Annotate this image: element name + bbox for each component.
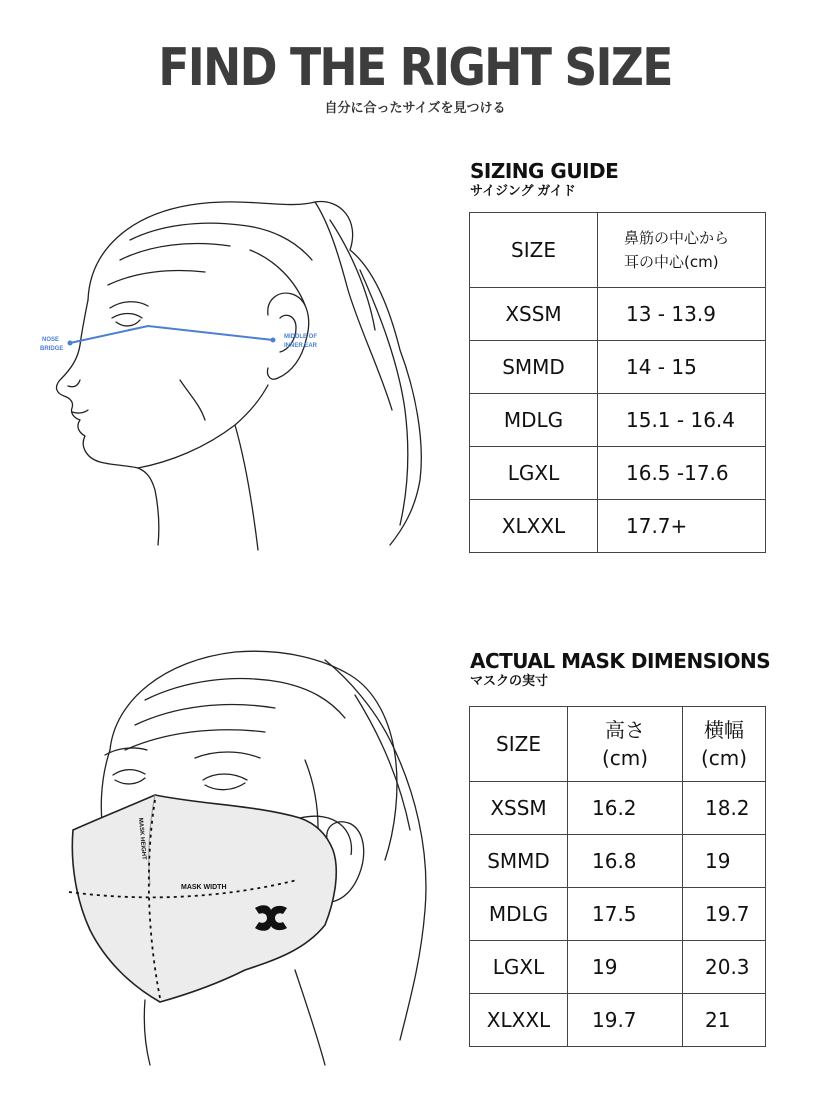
nose-bridge-label: NOSE	[42, 337, 60, 343]
width-header-line-2: (cm)	[700, 746, 748, 770]
size-column-header: SIZE	[470, 707, 568, 782]
measurement-line	[70, 326, 273, 343]
size-cell: SMMD	[470, 341, 598, 394]
sizing-guide-table	[469, 212, 766, 553]
mask-dimensions-heading	[470, 650, 770, 690]
measurement-column-header	[598, 213, 766, 288]
size-cell: XLXXL	[470, 500, 598, 553]
height-cell: 19	[568, 941, 683, 994]
measurement-cell: 14 - 15	[598, 341, 766, 394]
size-cell: SMMD	[470, 835, 568, 888]
height-cell: 17.5	[568, 888, 683, 941]
measurement-header-line-1: 鼻筋の中心から	[624, 229, 730, 247]
table-row	[470, 835, 766, 888]
size-cell: MDLG	[470, 888, 568, 941]
size-cell: LGXL	[470, 447, 598, 500]
size-cell: LGXL	[470, 941, 568, 994]
masked-face-illustration	[55, 640, 440, 1070]
table-row	[470, 941, 766, 994]
ear-point-marker	[271, 338, 276, 343]
width-cell: 20.3	[683, 941, 766, 994]
mask-height-label: MASK HEIGHT	[137, 817, 147, 861]
mask-dimensions-table	[469, 706, 766, 1047]
table-row	[470, 888, 766, 941]
width-cell: 21	[683, 994, 766, 1047]
width-cell: 19	[683, 835, 766, 888]
size-cell: XSSM	[470, 782, 568, 835]
page-title: FIND THE RIGHT SIZE	[158, 38, 672, 98]
height-header-line-1: 高さ	[605, 718, 645, 742]
width-header-line-1: 横幅	[704, 718, 744, 742]
nose-bridge-label-2: BRIDGE	[40, 346, 64, 352]
height-cell: 16.2	[568, 782, 683, 835]
mask-width-label: MASK WIDTH	[181, 884, 227, 891]
nose-point-marker	[68, 341, 73, 346]
mask-dimensions-title: ACTUAL MASK DIMENSIONS	[470, 649, 771, 673]
measurement-cell: 17.7+	[598, 500, 766, 553]
inner-ear-label-2: INNER EAR	[284, 343, 318, 349]
table-header-row	[470, 707, 766, 782]
table-row	[470, 288, 766, 341]
sizing-guide-subtitle: サイジング ガイド	[470, 183, 576, 198]
measurement-cell: 15.1 - 16.4	[598, 394, 766, 447]
height-cell: 16.8	[568, 835, 683, 888]
width-cell: 18.2	[683, 782, 766, 835]
size-column-header: SIZE	[470, 213, 598, 288]
height-cell: 19.7	[568, 994, 683, 1047]
mask-shape	[72, 795, 336, 1002]
measurement-header-line-2: 耳の中心(cm)	[624, 253, 719, 271]
size-cell: MDLG	[470, 394, 598, 447]
measurement-cell: 16.5 -17.6	[598, 447, 766, 500]
mask-dimensions-subtitle: マスクの実寸	[470, 673, 549, 688]
table-row	[470, 782, 766, 835]
face-profile-illustration	[30, 180, 440, 560]
table-header-row	[470, 213, 766, 288]
page-subtitle: 自分に合ったサイズを見つける	[324, 100, 506, 115]
size-cell: XLXXL	[470, 994, 568, 1047]
size-cell: XSSM	[470, 288, 598, 341]
measurement-cell: 13 - 13.9	[598, 288, 766, 341]
table-row	[470, 394, 766, 447]
table-row	[470, 994, 766, 1047]
sizing-guide-heading	[470, 160, 618, 200]
sizing-guide-title: SIZING GUIDE	[470, 159, 619, 183]
width-column-header	[683, 707, 766, 782]
height-header-line-2: (cm)	[601, 746, 649, 770]
height-column-header	[568, 707, 683, 782]
width-cell: 19.7	[683, 888, 766, 941]
table-row	[470, 341, 766, 394]
inner-ear-label: MIDDLE OF	[284, 334, 317, 340]
table-row	[470, 500, 766, 553]
table-row	[470, 447, 766, 500]
